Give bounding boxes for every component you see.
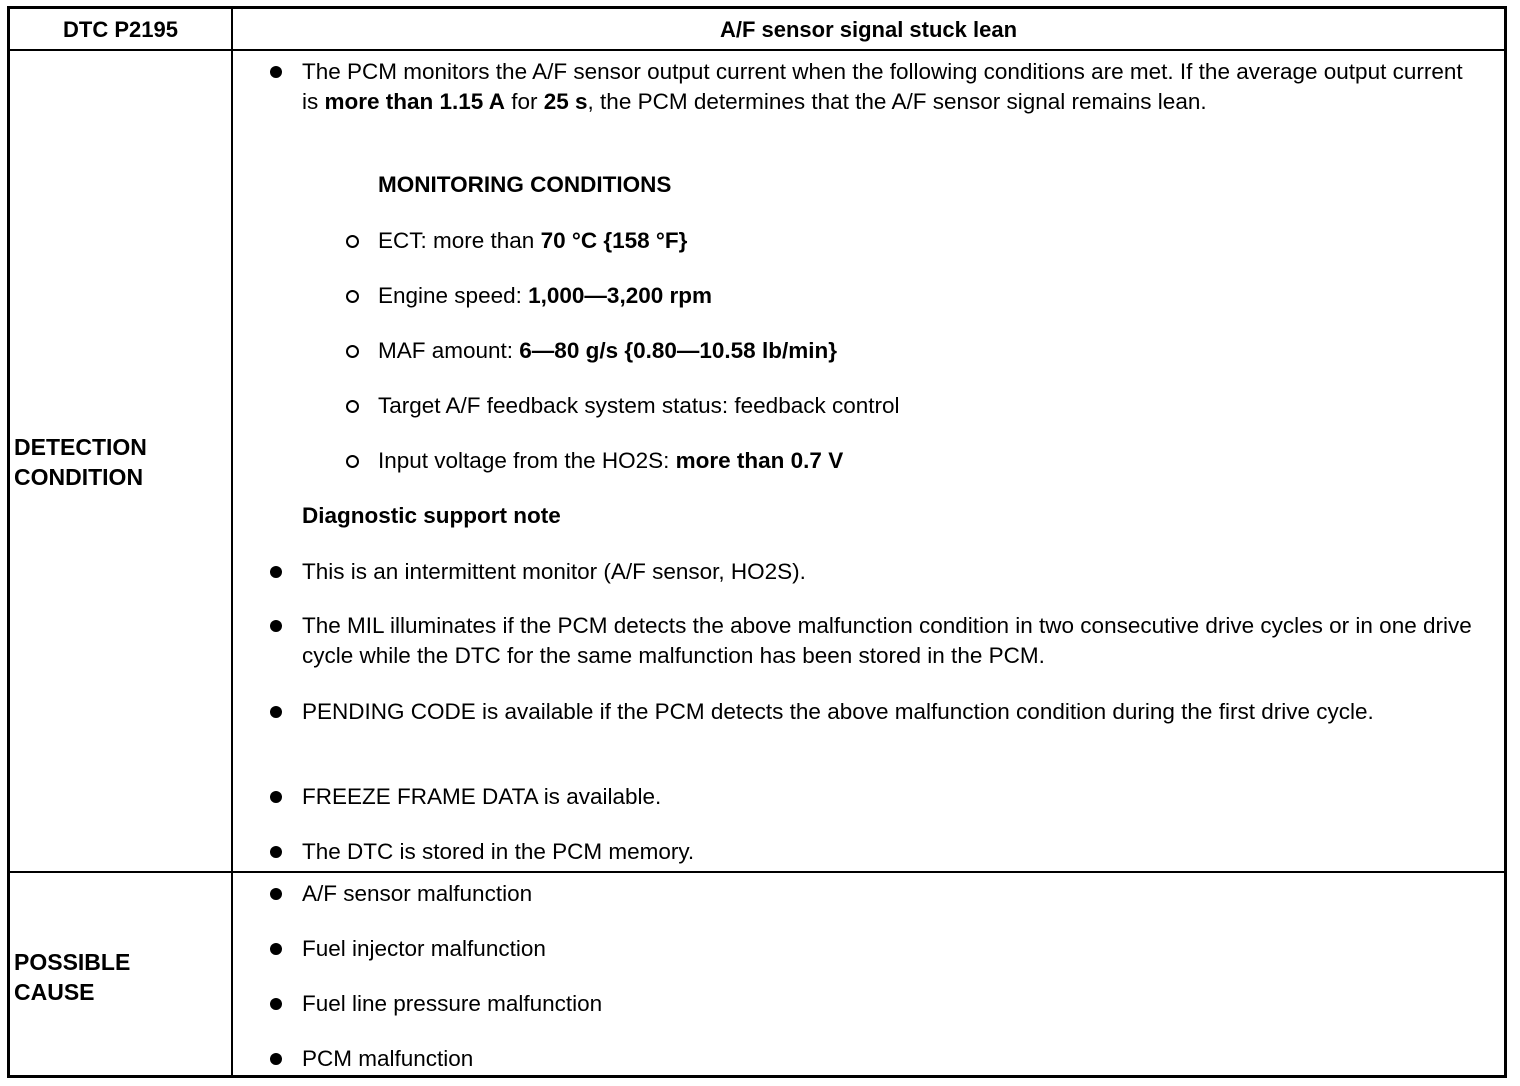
cause-item: PCM malfunction xyxy=(302,1046,474,1071)
support-note: The MIL illuminates if the PCM detects the above malfunction condition in two consecutive drive cycles or in one drive cycle while the DTC for the same malfunction has been stored in the PCM. xyxy=(302,613,1472,668)
circle-bullet-icon xyxy=(346,400,359,413)
support-note: FREEZE FRAME DATA is available. xyxy=(302,784,662,809)
bullet-icon xyxy=(270,998,282,1010)
bullet-icon xyxy=(270,66,282,78)
bullet-icon xyxy=(270,706,282,718)
bullet-icon xyxy=(270,566,282,578)
diagnostic-support-title: Diagnostic support note xyxy=(302,503,561,528)
detection-intro: The PCM monitors the A/F sensor output current when the following conditions are met. If the average output current is more than 1.15 A for 25 s, the PCM determines that the A/F sensor signal remains lean. xyxy=(302,59,1463,114)
monitoring-conditions-title: MONITORING CONDITIONS xyxy=(378,172,672,197)
cause-item: Fuel line pressure malfunction xyxy=(302,991,603,1016)
circle-bullet-icon xyxy=(346,455,359,468)
bullet-icon xyxy=(270,1053,282,1065)
circle-bullet-icon xyxy=(346,235,359,248)
detection-condition-label: DETECTION CONDITION xyxy=(14,434,147,490)
support-note: The DTC is stored in the PCM memory. xyxy=(302,839,695,864)
possible-cause-label: POSSIBLE CAUSE xyxy=(14,949,131,1005)
condition-item: Engine speed: 1,000—3,200 rpm xyxy=(378,283,712,308)
circle-bullet-icon xyxy=(346,345,359,358)
bullet-icon xyxy=(270,888,282,900)
condition-item: MAF amount: 6—80 g/s {0.80—10.58 lb/min} xyxy=(378,338,837,363)
cause-item: A/F sensor malfunction xyxy=(302,881,533,906)
header-divider xyxy=(10,49,1504,51)
bullet-icon xyxy=(270,846,282,858)
condition-item: ECT: more than 70 °C {158 °F} xyxy=(378,228,688,253)
dtc-table xyxy=(7,6,1507,1078)
support-note: PENDING CODE is available if the PCM detects the above malfunction condition during the first drive cycle. xyxy=(302,699,1374,724)
cause-item: Fuel injector malfunction xyxy=(302,936,546,961)
dtc-code: DTC P2195 xyxy=(63,17,178,42)
bullet-icon xyxy=(270,943,282,955)
dtc-title: A/F sensor signal stuck lean xyxy=(719,17,1018,42)
bullet-icon xyxy=(270,791,282,803)
bullet-icon xyxy=(270,620,282,632)
row-divider xyxy=(10,871,1504,873)
condition-item: Input voltage from the HO2S: more than 0.7 V xyxy=(378,448,844,473)
column-divider xyxy=(231,9,233,1075)
support-note: This is an intermittent monitor (A/F sensor, HO2S). xyxy=(302,559,806,584)
condition-item: Target A/F feedback system status: feedback control xyxy=(378,393,900,418)
circle-bullet-icon xyxy=(346,290,359,303)
